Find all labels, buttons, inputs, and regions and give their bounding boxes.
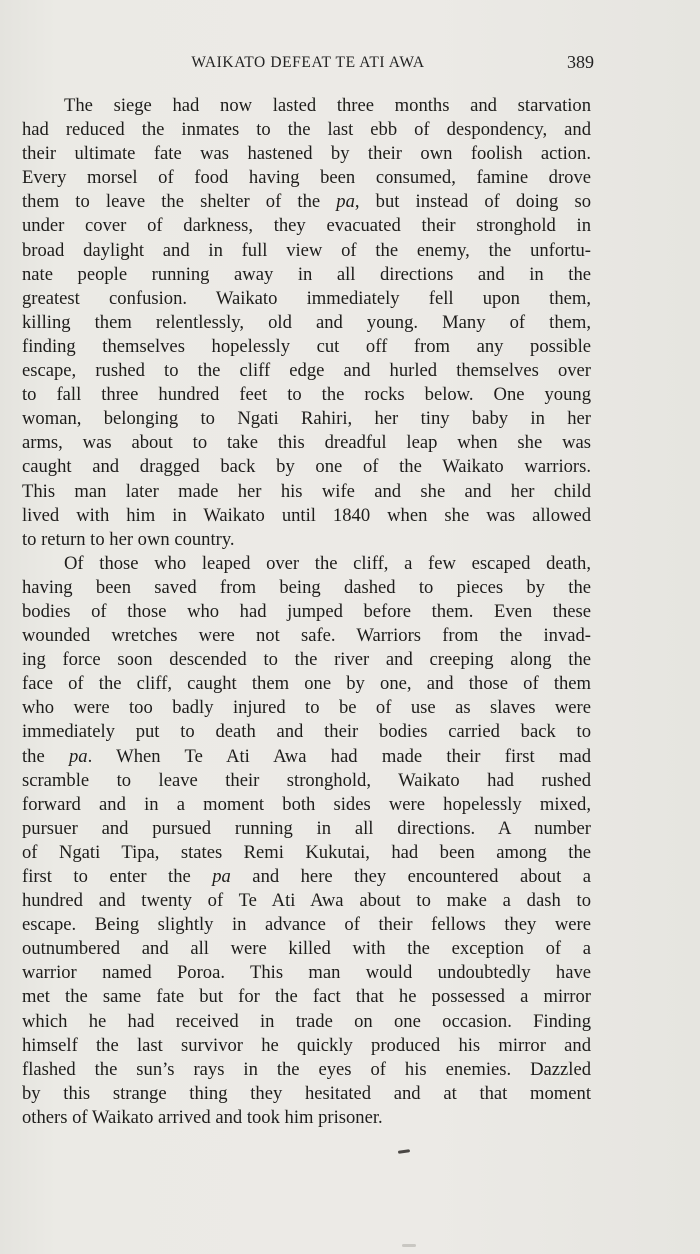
text-line: ing force soon descended to the river and creeping along the [22, 649, 591, 671]
text-line: broad daylight and in full view of the enemy, the unfortu- [22, 239, 591, 261]
text-line: met the same fate but for the fact that he possessed a mirror [22, 986, 591, 1008]
text-line: forward and in a moment both sides were hopelessly mixed, [22, 793, 591, 815]
text-line: face of the cliff, caught them one by one, and those of them [22, 673, 591, 695]
text-line: escape. Being slightly in advance of their fellows they were [22, 914, 591, 936]
running-head [22, 52, 594, 76]
text-line: wounded wretches were not safe. Warriors from the invad- [22, 625, 591, 647]
text-line: had reduced the inmates to the last ebb of despondency, and [22, 119, 591, 141]
text-line: first to enter the pa and here they encountered about a [22, 866, 591, 887]
dash-ornament-icon [398, 1149, 410, 1154]
paper-speck [402, 1244, 416, 1247]
text-line: outnumbered and all were killed with the exception of a [22, 938, 591, 960]
text-line: killing them relentlessly, old and young. Many of them, [22, 311, 591, 333]
text-line: them to leave the shelter of the pa, but instead of doing so [22, 191, 591, 213]
paragraph-1 [22, 94, 591, 552]
page-number: 389 [567, 52, 594, 72]
text-line: greatest confusion. Waikato immediately fell upon them, [22, 287, 591, 309]
text-line: others of Waikato arrived and took him prisoner. [22, 1106, 383, 1128]
text-line: of Ngati Tipa, states Remi Kukutai, had been among the [22, 841, 591, 863]
text-line: bodies of those who had jumped before them. Even these [22, 600, 591, 622]
text-line: to return to her own country. [22, 528, 235, 550]
text-line: hundred and twenty of Te Ati Awa about to make a dash to [22, 890, 591, 912]
text-line: arms, was about to take this dreadful leap when she was [22, 432, 591, 454]
text-line: who were too badly injured to be of use as slaves were [22, 697, 591, 719]
text-line: warrior named Poroa. This man would undoubtedly have [22, 962, 591, 984]
text-line: Every morsel of food having been consumed, famine drove [22, 167, 591, 189]
text-line: woman, belonging to Ngati Rahiri, her tiny baby in her [22, 408, 591, 430]
text-line: The siege had now lasted three months and starvation [64, 95, 591, 116]
text-line: Of those who leaped over the cliff, a few escaped death, [64, 552, 591, 574]
text-line: escape, rushed to the cliff edge and hurled themselves over [22, 360, 591, 382]
text-line: finding themselves hopelessly cut off from any possible [22, 335, 591, 357]
text-line: nate people running away in all directions and in the [22, 263, 591, 285]
text-line: the pa. When Te Ati Awa had made their first mad [22, 745, 591, 767]
text-line: himself the last survivor he quickly produced his mirror and [22, 1034, 591, 1056]
text-line: flashed the sun’s rays in the eyes of his enemies. Dazzled [22, 1058, 591, 1080]
running-title: WAIKATO DEFEAT TE ATI AWA [191, 54, 425, 71]
text-line: lived with him in Waikato until 1840 when she was allowed [22, 504, 591, 526]
text-line: having been saved from being dashed to pieces by the [22, 576, 591, 598]
text-line: scramble to leave their stronghold, Waikato had rushed [22, 769, 591, 791]
body-text [22, 94, 591, 1130]
text-line: their ultimate fate was hastened by their own foolish action. [22, 143, 591, 165]
text-line: under cover of darkness, they evacuated their stronghold in [22, 215, 591, 237]
text-line: by this strange thing they hesitated and at that moment [22, 1082, 591, 1104]
text-line: to fall three hundred feet to the rocks below. One young [22, 384, 591, 406]
text-line: pursuer and pursued running in all directions. A number [22, 817, 591, 839]
text-line: caught and dragged back by one of the Waikato warriors. [22, 456, 591, 478]
text-line: immediately put to death and their bodies carried back to [22, 721, 591, 743]
paragraph-2 [22, 552, 591, 1130]
text-line: This man later made her his wife and she and her child [22, 480, 591, 502]
text-line: which he had received in trade on one occasion. Finding [22, 1010, 591, 1032]
